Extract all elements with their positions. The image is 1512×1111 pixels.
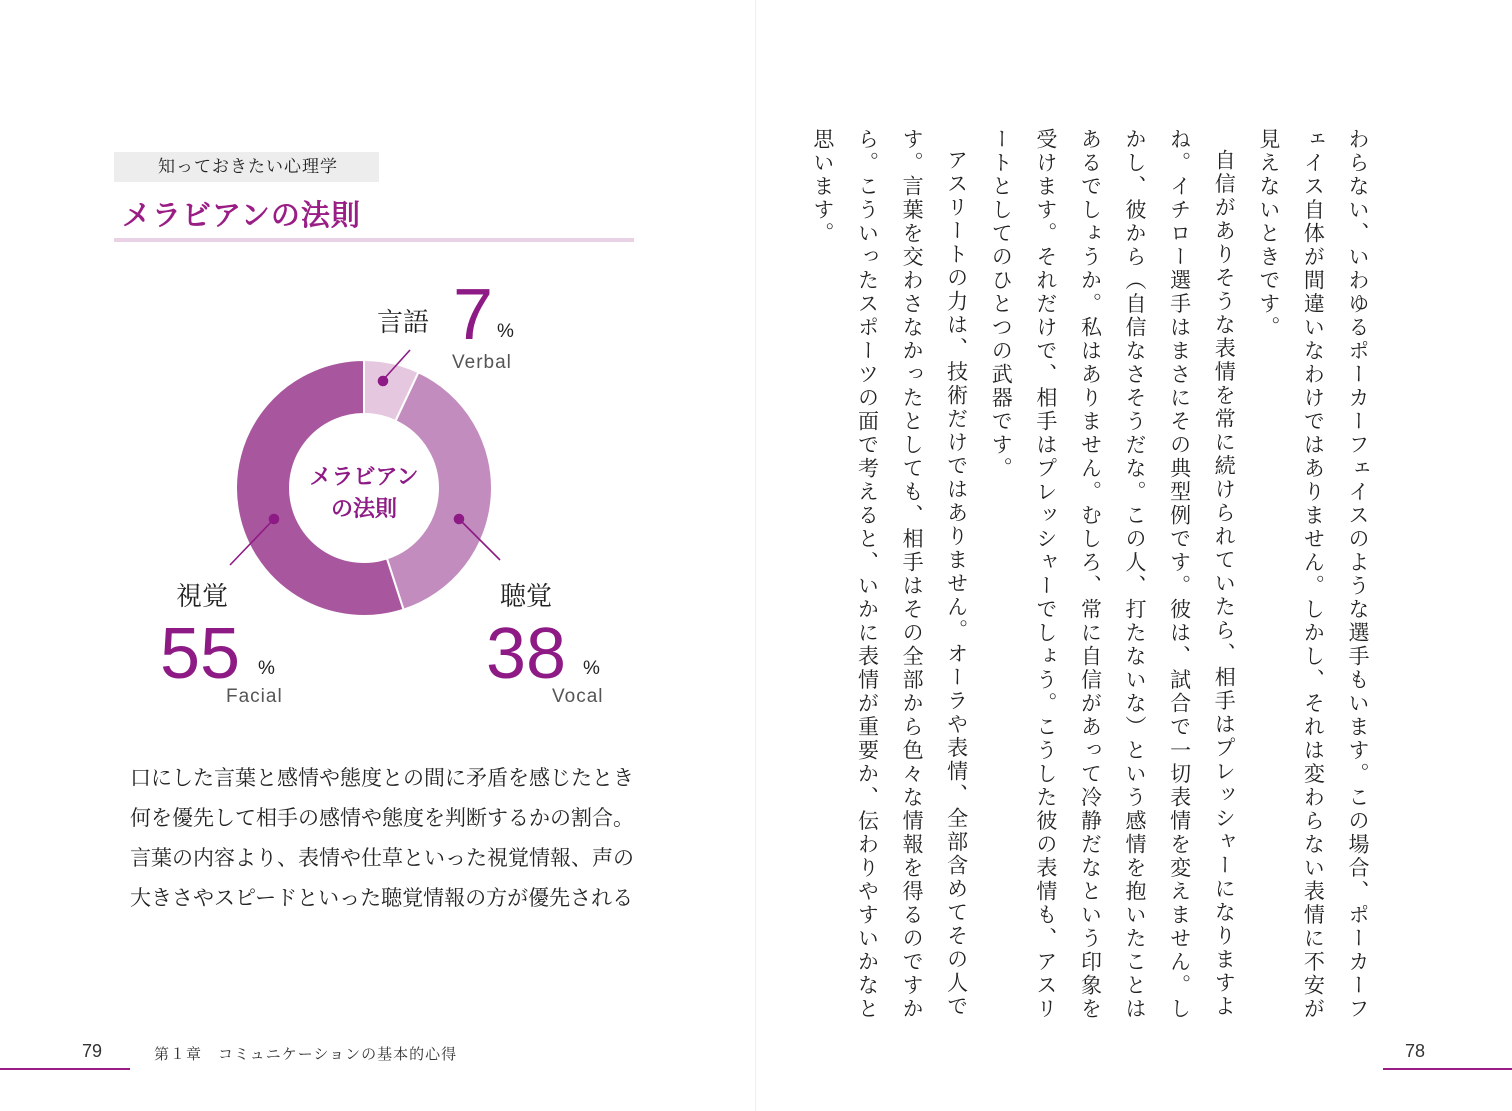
verbal-unit: % [497,321,514,342]
facial-en-label: Facial [226,686,283,707]
facial-value: 55 [160,614,241,694]
footer-rule-right [1383,1068,1512,1070]
vocal-en-label: Vocal [552,686,604,707]
caption-line: 何を優先して相手の感情や態度を判断するかの割合。 [130,806,634,830]
vocal-unit: % [583,658,600,679]
vocal-label: 聴覚 [500,582,553,612]
caption-line: 言葉の内容より、表情や仕草といった視覚情報、声の [130,846,634,870]
center-label-line1: メラビアン [309,465,419,490]
footer-rule-left [0,1068,130,1070]
body-text-vertical [800,128,1380,1028]
facial-leader-dot [270,515,279,524]
page-number-left: 79 [82,1041,103,1061]
vocal-value: 38 [486,614,567,694]
caption-line: 大きさやスピードといった聴覚情報の方が優先される [130,886,634,910]
facial-unit: % [258,658,275,679]
verbal-value: 7 [453,275,494,355]
paragraph: わらない、いわゆるポーカーフェイスのような選手もいます。この場合、ポーカーフェイス自体が間違いなわけではありません。しかし、それは変わらない表情に不安が見えないときです。 [1256,128,1370,1021]
center-label-line2: の法則 [330,497,398,522]
verbal-leader-dot [379,377,388,386]
section-title: メラビアンの法則 [122,198,361,232]
caption-line: 口にした言葉と感情や態度との間に矛盾を感じたとき [130,766,634,790]
paragraph: アスリートの力は、技術だけではありません。オーラや表情、全部含めてその人です。言葉を交わさなかったとしても、相手はその全部から色々な情報を得るのですから。こういったスポーツの面で考えると、いかに表情が重要か、伝わりやすいかなと思います。 [810,128,969,1021]
chart-caption [130,758,640,918]
verbal-label: 言語 [377,308,430,338]
page-number-right: 78 [1405,1041,1426,1061]
facial-label: 視覚 [176,582,229,612]
donut-chart [0,0,756,760]
vocal-leader-dot [455,515,464,524]
chapter-running-head: 第１章 コミュニケーションの基本的心得 [154,1045,458,1063]
paragraph: 自信がありそうな表情を常に続けられていたら、相手はプレッシャーになりますよね。イチロー選手はまさにその典型例です。彼は、試合で一切表情を変えません。しかし、彼から（自信なさそうだな。この人、打たないな）という感情を抱いたことはあるでしょうか。私はありません。むしろ、常に自信があって冷静だなという印象を受けます。それだけで、相手はプレッシャーでしょう。こうした彼の表情も、アスリートとしてのひとつの武器です。 [989,128,1237,1021]
section-tag: 知っておきたい心理学 [114,152,379,182]
verbal-en-label: Verbal [452,352,512,373]
